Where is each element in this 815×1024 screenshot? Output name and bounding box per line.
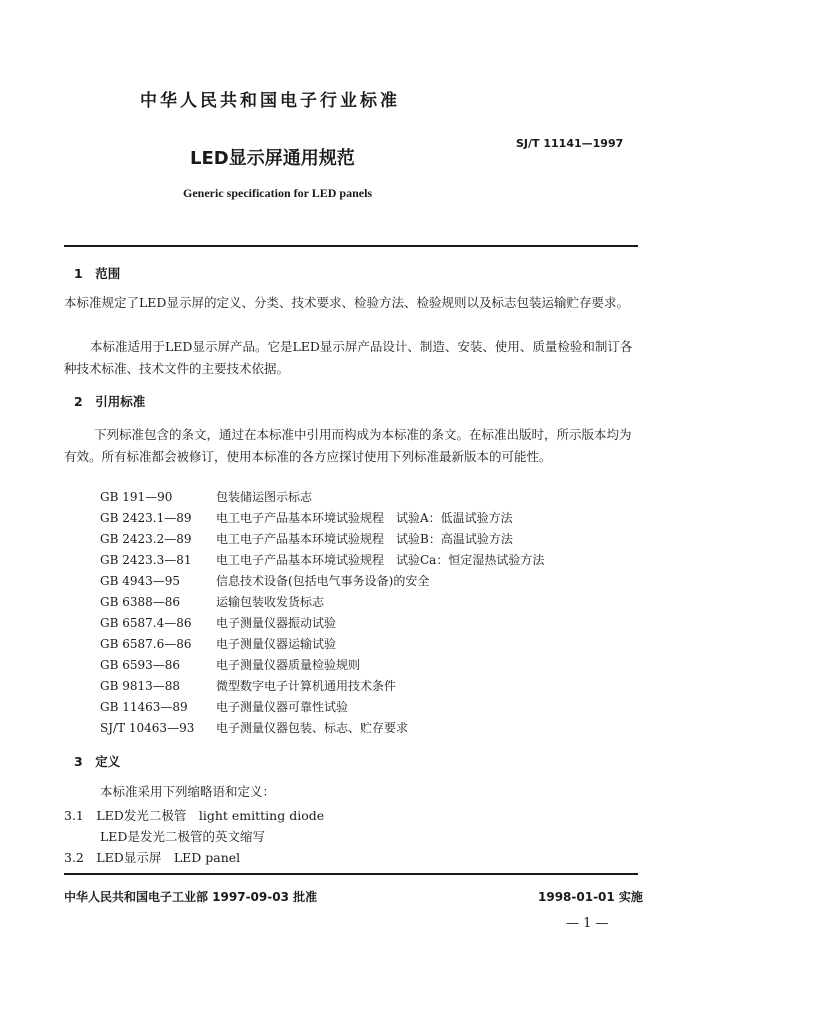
reference-code: GB 2423.1—89: [100, 511, 192, 525]
implementation-date: 1998-01-01 实施: [538, 890, 643, 904]
definition-3-1-term: 3.1 LED发光二极管 light emitting diode: [64, 808, 325, 823]
section-1-paragraph-2: 本标准适用于LED显示屏产品。它是LED显示屏产品设计、制造、安装、使用、质量检验和制订各种技术标准、技术文件的主要技术依据。: [64, 339, 633, 376]
header-divider: [64, 245, 638, 247]
reference-code: GB 6587.4—86: [100, 616, 192, 630]
issuing-org-title: 中华人民共和国电子行业标准: [140, 91, 400, 111]
reference-item: [100, 614, 336, 631]
reference-item: [100, 698, 348, 715]
reference-title: 电工电子产品基本环境试验规程 试验B：高温试验方法: [216, 532, 513, 546]
reference-title: 电子测量仪器质量检验规则: [216, 658, 361, 672]
approval-notice: 中华人民共和国电子工业部 1997-09-03 批准: [64, 890, 318, 904]
page-number: — 1 —: [566, 916, 609, 931]
reference-item: [100, 635, 336, 652]
reference-code: GB 4943—95: [100, 574, 181, 588]
reference-item: [100, 509, 513, 526]
reference-title: 电工电子产品基本环境试验规程 试验A：低温试验方法: [216, 511, 513, 525]
reference-code: SJ/T 10463—93: [100, 721, 195, 735]
section-2-paragraph: 下列标准包含的条文，通过在本标准中引用而构成为本标准的条文。在标准出版时，所示版本均为有效。所有标准都会被修订，使用本标准的各方应探讨使用下列标准最新版本的可能性。: [64, 427, 632, 464]
reference-code: GB 11463—89: [100, 700, 188, 714]
reference-code: GB 6388—86: [100, 595, 181, 609]
reference-title: 电子测量仪器运输试验: [216, 637, 337, 651]
reference-title: 电子测量仪器可靠性试验: [216, 700, 349, 714]
document-title: LED显示屏通用规范: [190, 148, 355, 169]
reference-item: [100, 530, 513, 547]
reference-title: 包装储运图示标志: [216, 490, 313, 504]
reference-title: 电子测量仪器包装、标志、贮存要求: [216, 721, 409, 735]
english-title: Generic specification for LED panels: [183, 186, 373, 200]
reference-code: GB 2423.2—89: [100, 532, 192, 546]
section-3-heading: 3 定义: [74, 754, 121, 769]
section-1-paragraph-1: 本标准规定了LED显示屏的定义、分类、技术要求、检验方法、检验规则以及标志包装运输贮存要求。: [64, 295, 629, 310]
section-2-heading: 2 引用标准: [74, 394, 146, 409]
definition-3-1-description: LED是发光二极管的英文缩写: [100, 829, 265, 844]
footer-divider: [64, 873, 638, 875]
reference-code: GB 2423.3—81: [100, 553, 192, 567]
reference-item: [100, 719, 408, 736]
reference-code: GB 6593—86: [100, 658, 181, 672]
reference-title: 信息技术设备(包括电气事务设备)的安全: [216, 574, 430, 588]
reference-item: [100, 551, 544, 568]
reference-item: [100, 593, 324, 610]
reference-code: GB 6587.6—86: [100, 637, 192, 651]
reference-item: [100, 677, 396, 694]
reference-code: GB 191—90: [100, 490, 173, 504]
reference-item: [100, 656, 360, 673]
section-3-intro: 本标准采用下列缩略语和定义：: [100, 784, 276, 799]
reference-title: 微型数字电子计算机通用技术条件: [216, 679, 397, 693]
reference-title: 电子测量仪器振动试验: [216, 616, 337, 630]
definition-3-2-term: 3.2 LED显示屏 LED panel: [64, 850, 241, 865]
reference-code: GB 9813—88: [100, 679, 181, 693]
section-1-heading: 1 范围: [74, 266, 121, 281]
standard-code: SJ/T 11141—1997: [516, 137, 624, 150]
reference-title: 运输包装收发货标志: [216, 595, 325, 609]
reference-title: 电工电子产品基本环境试验规程 试验Ca：恒定湿热试验方法: [216, 553, 545, 567]
reference-item: [100, 488, 312, 505]
reference-item: [100, 572, 429, 589]
